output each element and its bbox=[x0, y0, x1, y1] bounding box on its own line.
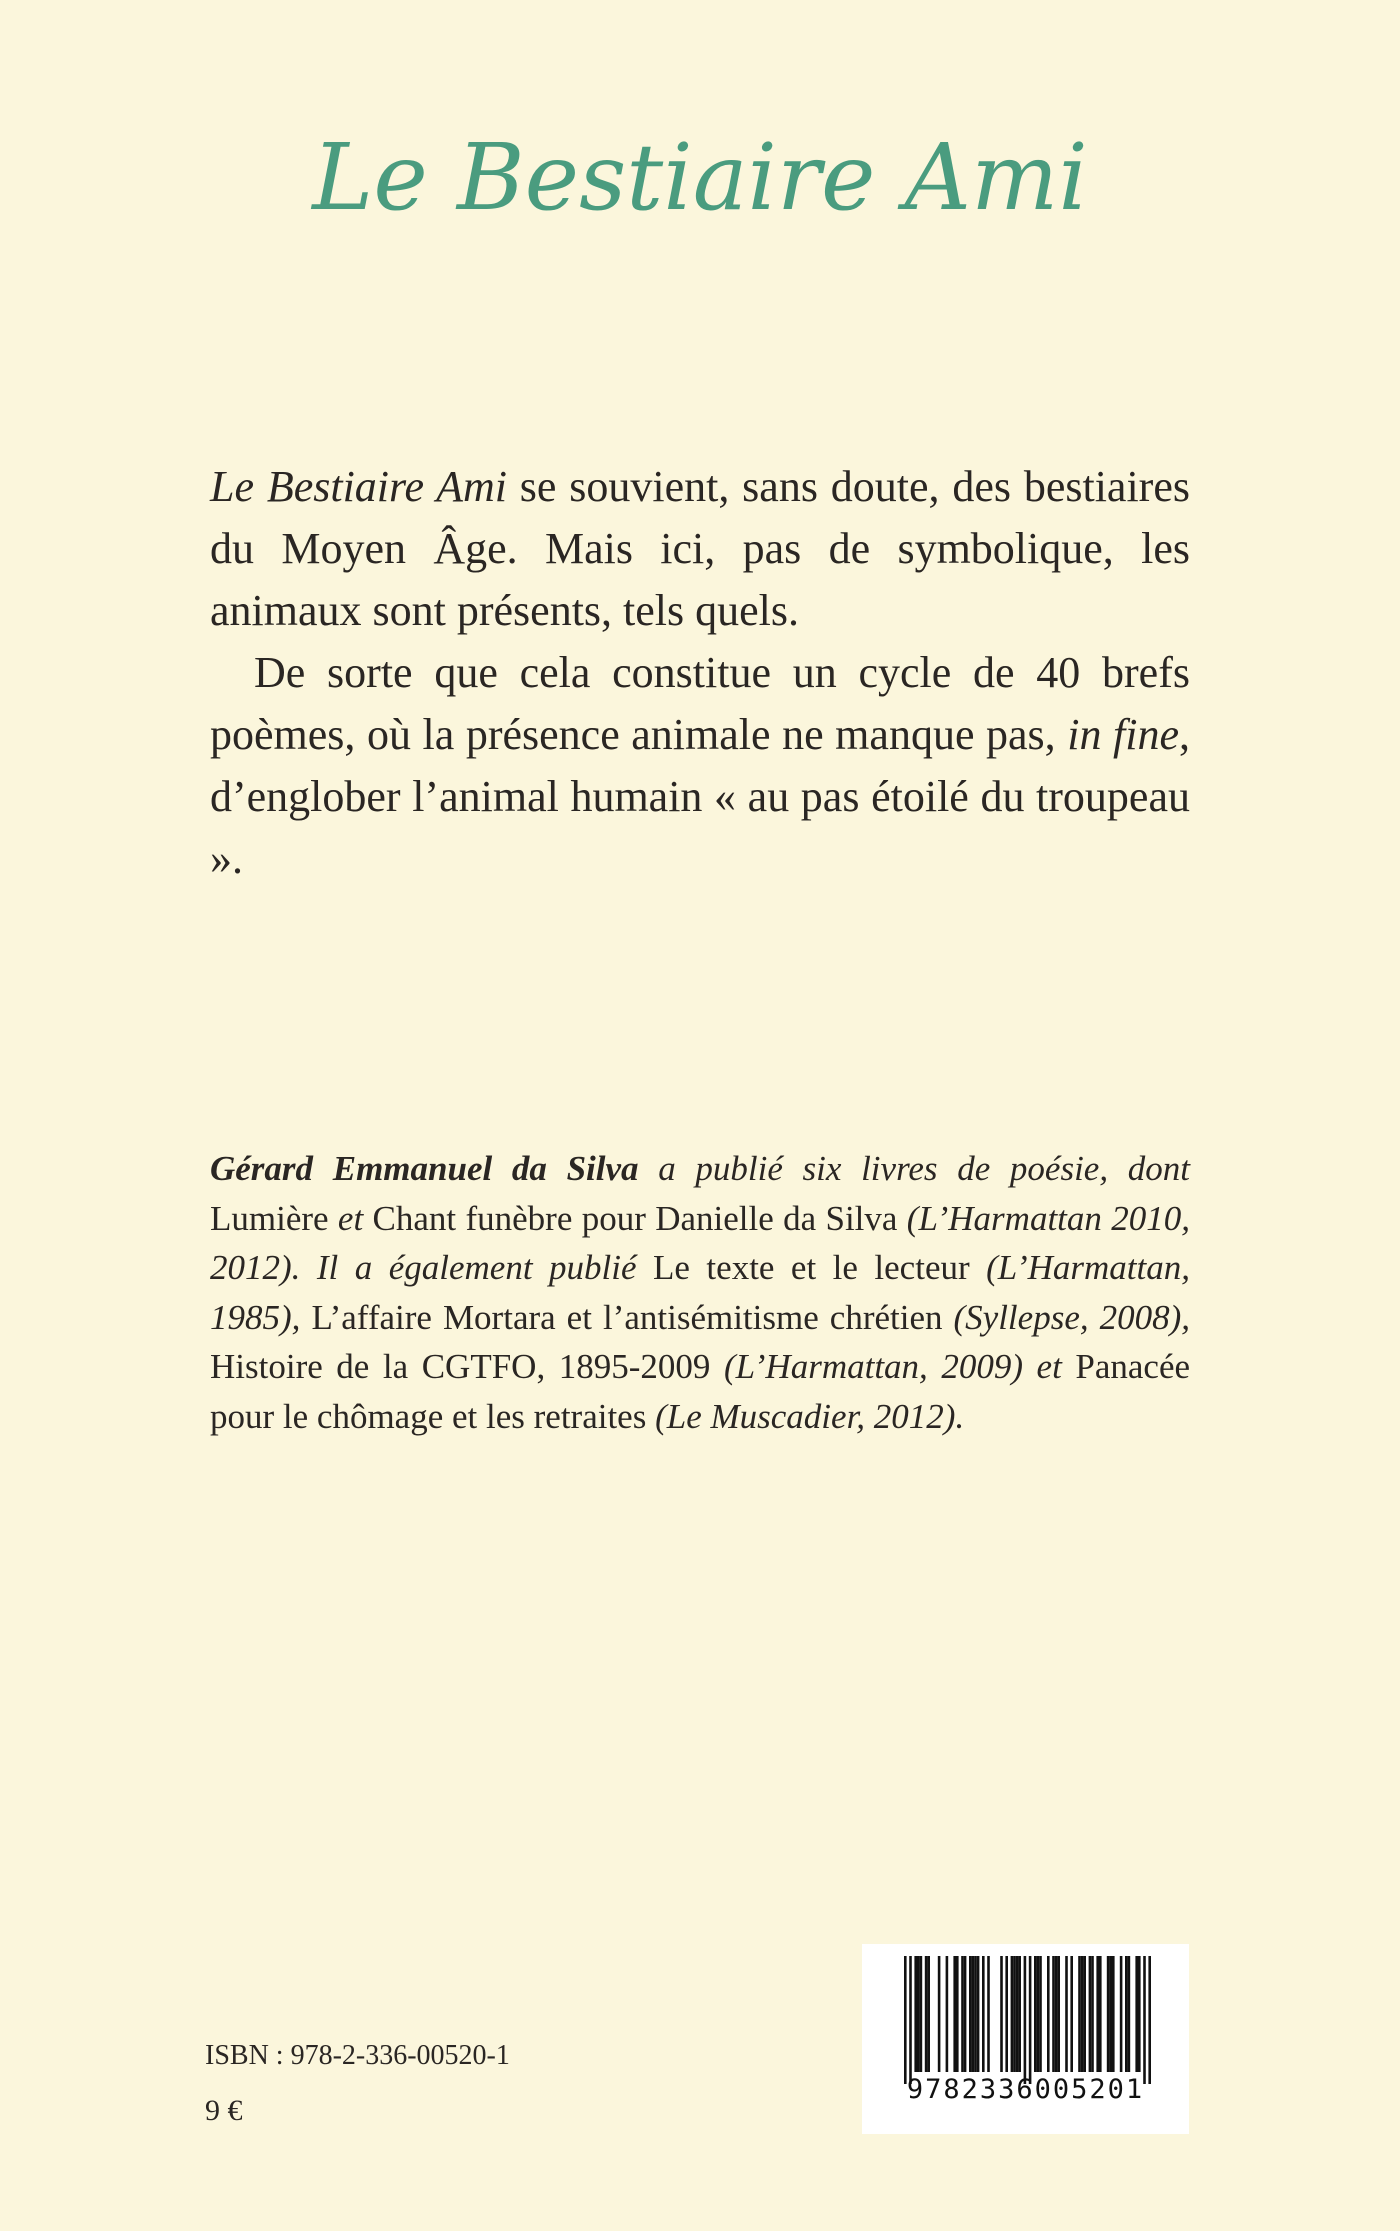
barcode-bar bbox=[1065, 1956, 1068, 2072]
bio-segment-3: (L’Harmattan 2010, 2012). Il a également publié bbox=[210, 1198, 1190, 1288]
barcode-bar bbox=[1052, 1956, 1055, 2072]
bio-work-4: L’affaire Mortara et l’antisémitisme chrétien bbox=[311, 1297, 943, 1337]
barcode-bar bbox=[1120, 1956, 1123, 2072]
barcode-bar bbox=[1138, 1956, 1141, 2072]
barcode-bar bbox=[920, 1956, 923, 2072]
bio-work-6: Panacée pour le chômage et les retraites bbox=[210, 1347, 1191, 1436]
barcode-bar bbox=[946, 1956, 949, 2072]
bio-segment-4: (L’Harmattan, 1985), bbox=[210, 1248, 1190, 1337]
barcode-bar bbox=[1091, 1956, 1094, 2072]
blurb-paragraph-1 bbox=[210, 456, 1190, 642]
barcode-bar bbox=[1055, 1956, 1058, 2072]
bio-work-2: Chant funèbre pour Danielle da Silva bbox=[372, 1198, 898, 1238]
barcode-bar bbox=[974, 1956, 977, 2072]
barcode-bar bbox=[969, 1956, 972, 2072]
bio-segment-1: a publié six livres de poésie, dont bbox=[638, 1149, 1190, 1188]
author-bio bbox=[210, 1144, 1190, 1442]
barcode-bar bbox=[1109, 1956, 1112, 2072]
barcode bbox=[862, 1944, 1189, 2134]
blurb-title-italic: Le Bestiaire Ami bbox=[210, 462, 507, 511]
bio-work-1: Lumière bbox=[210, 1198, 329, 1238]
bio-work-5: Histoire de la CGTFO, 1895-2009 bbox=[210, 1347, 711, 1387]
barcode-bar bbox=[1011, 1956, 1014, 2072]
bio-segment-2: et bbox=[328, 1198, 373, 1238]
barcode-bar bbox=[1016, 1956, 1019, 2072]
barcode-bar bbox=[917, 1956, 920, 2072]
barcode-bar bbox=[1148, 1956, 1151, 2084]
barcode-bar bbox=[904, 1956, 907, 2084]
barcode-bar bbox=[1083, 1956, 1086, 2072]
barcode-bar bbox=[977, 1956, 980, 2072]
barcode-digits: 9782336005201 bbox=[906, 2074, 1145, 2105]
barcode-bar bbox=[925, 1956, 928, 2072]
barcode-bar bbox=[1128, 1956, 1131, 2072]
bio-work-3: Le texte et le lecteur bbox=[653, 1248, 970, 1288]
barcode-bar bbox=[1047, 1956, 1050, 2072]
barcode-bar bbox=[1107, 1956, 1110, 2072]
barcode-bar bbox=[982, 1956, 985, 2072]
author-name: Gérard Emmanuel da Silva bbox=[210, 1149, 639, 1188]
barcode-bar bbox=[1089, 1956, 1092, 2072]
barcode-bar bbox=[956, 1956, 959, 2072]
barcode-bar bbox=[1112, 1956, 1115, 2072]
barcode-bar bbox=[1037, 1956, 1040, 2072]
barcode-bar bbox=[1005, 1956, 1008, 2072]
isbn-label: ISBN : 978-2-336-00520-1 bbox=[205, 2040, 510, 2071]
barcode-bar bbox=[1099, 1956, 1102, 2072]
barcode-bar bbox=[961, 1956, 964, 2072]
barcode-bar bbox=[1143, 1956, 1146, 2084]
barcode-bar bbox=[1039, 1956, 1042, 2072]
barcode-bar bbox=[972, 1956, 975, 2072]
bio-segment-7: (Le Muscadier, 2012). bbox=[646, 1396, 965, 1436]
barcode-bar bbox=[1018, 1956, 1021, 2072]
barcode-bar bbox=[927, 1956, 930, 2072]
barcode-bar bbox=[1000, 1956, 1003, 2072]
barcode-bar bbox=[953, 1956, 956, 2072]
barcode-bar bbox=[1034, 1956, 1037, 2072]
blurb-p1-text: se souvient, sans doute, des bestiaires du Moyen Âge. Mais ici, pas de symbolique, les animaux sont présents, tels quels. bbox=[210, 462, 1190, 635]
barcode-bar bbox=[1029, 1956, 1032, 2084]
blurb-p2-text-a: De sorte que cela constitue un cycle de 40 brefs poèmes, où la présence animale ne manque pas, bbox=[210, 648, 1190, 759]
book-title: Le Bestiaire Ami bbox=[312, 124, 1088, 231]
barcode-bar bbox=[1078, 1956, 1081, 2072]
blurb-p2-text-b: , d’englober l’animal humain « au pas étoilé du troupeau ». bbox=[210, 710, 1191, 883]
barcode-bar bbox=[1024, 1956, 1027, 2084]
bio-segment-6: (L’Harmattan, 2009) et bbox=[710, 1347, 1076, 1387]
blurb-paragraph-2 bbox=[210, 642, 1190, 890]
barcode-bar bbox=[1013, 1956, 1016, 2072]
barcode-bar bbox=[1081, 1956, 1084, 2072]
barcode-bar bbox=[1057, 1956, 1060, 2072]
barcode-bar bbox=[1070, 1956, 1073, 2072]
barcode-bar bbox=[1125, 1956, 1128, 2072]
price-label: 9 € bbox=[205, 2094, 243, 2127]
barcode-bar bbox=[914, 1956, 917, 2072]
blurb-p2-italic: in fine bbox=[1067, 710, 1180, 759]
barcode-bar bbox=[987, 1956, 990, 2072]
barcode-bar bbox=[964, 1956, 967, 2072]
bio-segment-5: (Syllepse, 2008), bbox=[942, 1297, 1191, 1337]
barcode-bars bbox=[862, 1944, 1189, 2134]
barcode-bar bbox=[1096, 1956, 1099, 2072]
barcode-bar bbox=[1135, 1956, 1138, 2072]
barcode-bar bbox=[938, 1956, 941, 2072]
back-cover-blurb bbox=[210, 456, 1190, 890]
barcode-bar bbox=[909, 1956, 912, 2084]
